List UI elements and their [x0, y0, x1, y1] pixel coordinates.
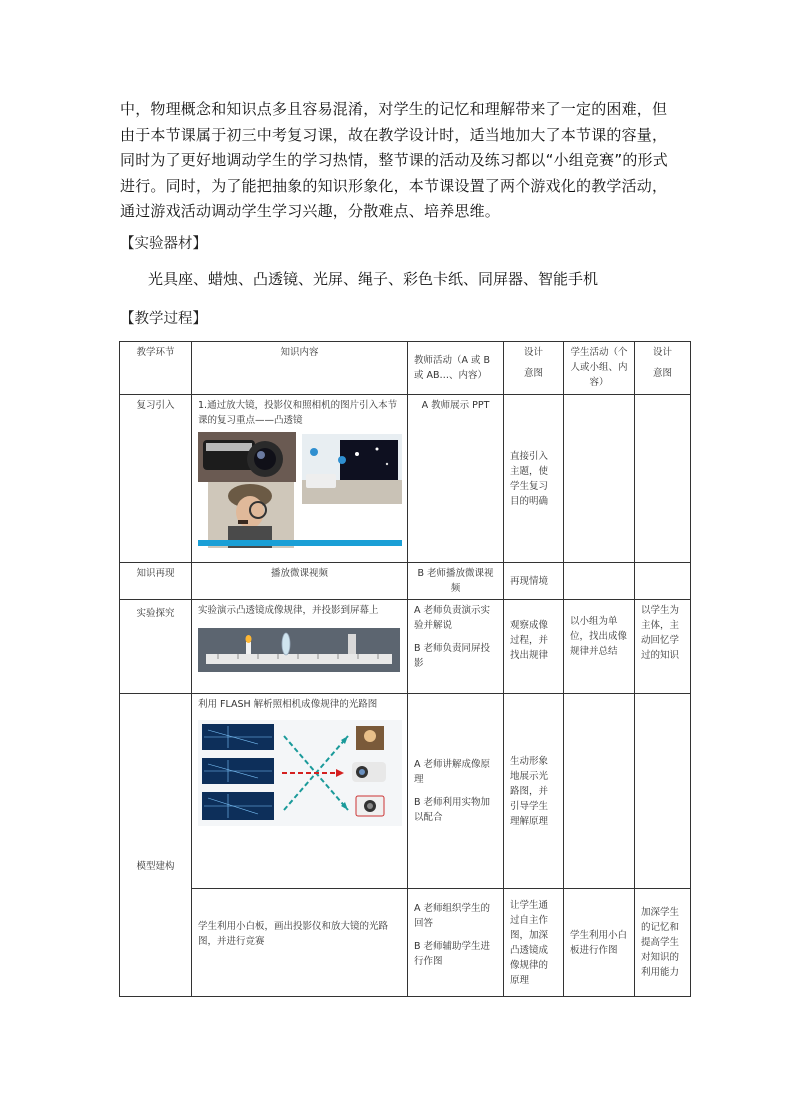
header-content: 知识内容: [192, 342, 408, 395]
row1-teacher: A 教师展示 PPT: [408, 395, 504, 563]
row5-teacher: [408, 889, 504, 997]
row2-content: 播放微课视频: [192, 563, 408, 600]
section-heading-equipment: 【实验器材】: [120, 236, 207, 252]
table-row: [120, 563, 691, 600]
row3-stage: 实验探究: [120, 600, 192, 694]
teaching-process-table: [119, 341, 691, 997]
table-row: [120, 395, 691, 563]
row4-teacher-b: B 老师利用实物加以配合: [414, 797, 491, 823]
row1-student: [564, 395, 635, 563]
row5-stage: [120, 860, 192, 997]
row5-content: 学生利用小白板，画出投影仪和放大镜的光路图，并进行竞赛: [192, 889, 408, 997]
header-teacher: 教师活动（A 或 B 或 AB…、内容）: [408, 342, 504, 395]
header-stage: 教学环节: [120, 342, 192, 395]
row4-teacher-a: A 老师讲解成像原理: [414, 759, 491, 785]
header-design-1: [504, 342, 564, 395]
row2-stage: 知识再现: [120, 563, 192, 600]
table-row: [120, 600, 691, 694]
row5-teacher-a: A 老师组织学生的回答: [414, 903, 491, 929]
magnifier-photo: [208, 482, 294, 548]
row3-content: [192, 600, 408, 694]
equipment-list: 光具座、蜡烛、凸透镜、光屏、绳子、彩色卡纸、同屏器、智能手机: [148, 270, 599, 288]
header-design-1-line2: 意图: [523, 368, 543, 379]
row5-design2: 加深学生的记忆和提高学生对知识的利用能力: [635, 889, 691, 997]
row2-student: [564, 563, 635, 600]
projector-room-photo: [302, 434, 402, 504]
row3-design: 观察成像过程，并找出规律: [504, 600, 564, 694]
row3-teacher-b: B 老师负责同屏投影: [414, 643, 491, 669]
row1-stage: 复习引入: [120, 395, 192, 563]
table-row: [120, 694, 691, 889]
row5-student: 学生利用小白板进行作图: [564, 889, 635, 997]
row4-content: [192, 694, 408, 889]
header-design-2-line2: 意图: [652, 368, 672, 379]
row4-teacher: [408, 694, 504, 889]
ppt-accent-bar: [198, 540, 402, 546]
row1-content-text: 1.通过放大镜，投影仪和照相机的图片引入本节课的复习重点——凸透镜: [198, 400, 398, 426]
row3-student: 以小组为单位，找出成像规律并总结: [564, 600, 635, 694]
section-heading-process: 【教学过程】: [120, 311, 207, 327]
row5-stage-label: 模型建构: [136, 860, 175, 872]
row3-content-text: 实验演示凸透镜成像规律，并投影到屏幕上: [198, 605, 379, 616]
row5-design: 让学生通过自主作图，加深凸透镜成像规律的原理: [504, 889, 564, 997]
intro-paragraph: 中，物理概念和知识点多且容易混淆，对学生的记忆和理解带来了一定的困难，但由于本节课属于初三中考复习课，故在教学设计时，适当地加大了本节课的容量，同时为了更好地调动学生的学习热情，整节课的活动及练习都以“小组竞赛”的形式进行。同时，为了能把抽象的知识形象化，本节课设置了两个游戏化的教学活动，通过游戏活动调动学生学习兴趣，分散难点、培养思维。: [120, 100, 668, 220]
camera-photo: [198, 432, 296, 482]
table-header-row: [120, 342, 691, 395]
light-path-diagram: [198, 720, 402, 826]
row3-design2: 以学生为主体，主动回忆学过的知识: [635, 600, 691, 694]
header-design-2-line1: 设计: [652, 347, 672, 358]
header-design-1-line1: 设计: [523, 347, 543, 358]
row2-design: 再现情境: [504, 563, 564, 600]
row3-teacher: [408, 600, 504, 694]
row2-design2: [635, 563, 691, 600]
review-images: [198, 432, 401, 550]
row5-teacher-b: B 老师辅助学生进行作图: [414, 941, 491, 967]
header-student: 学生活动（个人或小组、内容）: [564, 342, 635, 395]
row2-teacher: B 老师播放微课视频: [408, 563, 504, 600]
header-design-2: [635, 342, 691, 395]
row4-content-text: 利用 FLASH 解析照相机成像规律的光路图: [198, 699, 378, 710]
row3-teacher-a: A 老师负责演示实验并解说: [414, 605, 491, 631]
row4-student: [564, 694, 635, 889]
row1-design2: [635, 395, 691, 563]
optical-bench-photo: [198, 628, 400, 672]
row4-design2: [635, 694, 691, 889]
row1-content: [192, 395, 408, 563]
table-row: [120, 889, 691, 997]
row1-design: 直接引入主题，使学生复习目的明确: [504, 395, 564, 563]
row4-design: 生动形象地展示光路图，并引导学生理解原理: [504, 694, 564, 889]
